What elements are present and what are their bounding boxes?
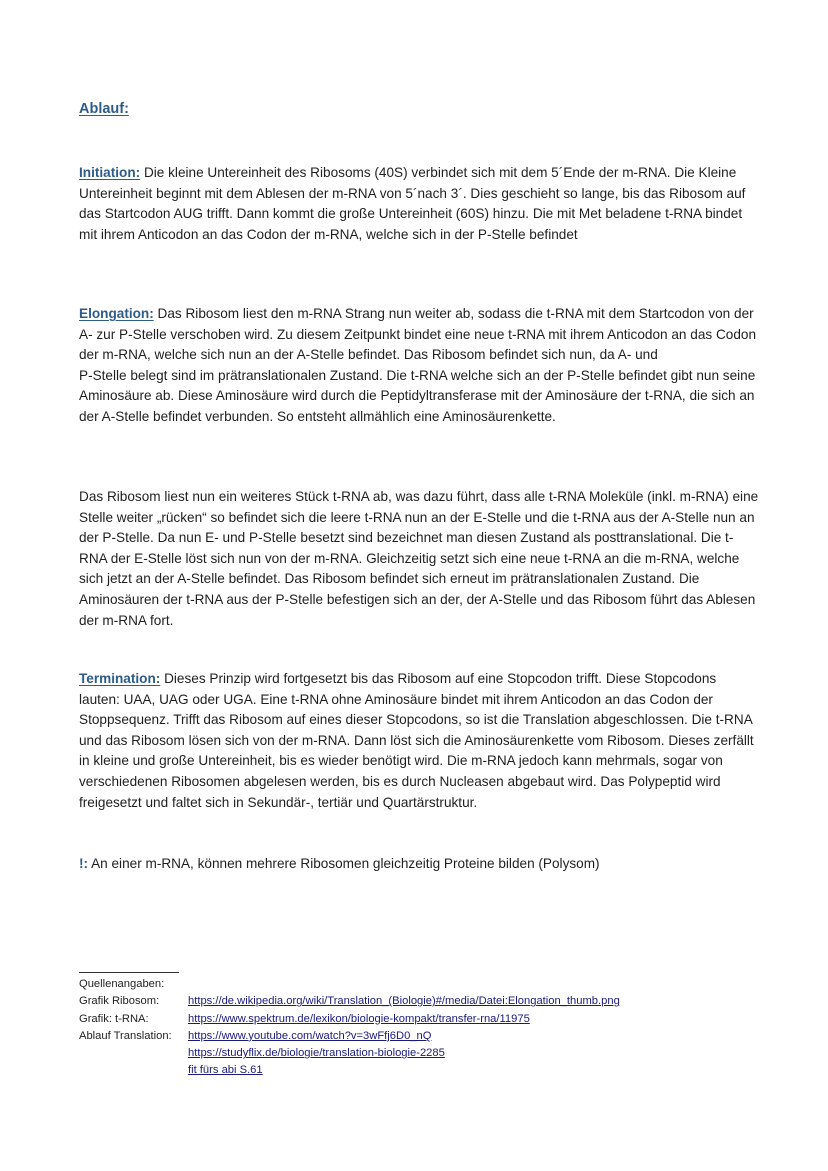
termination-label: Termination: <box>79 671 161 686</box>
source-link[interactable]: https://de.wikipedia.org/wiki/Translation_(Biologie)#/media/Datei:Elongation_thumb.png <box>188 995 620 1008</box>
continuation-paragraph: Das Ribosom liest nun ein weiteres Stück t-RNA ab, was dazu führt, dass alle t-RNA Moleküle (inkl. m-RNA) eine Stelle weiter „rücken“ so befindet sich die leere t-RNA nun an der E-Stelle und die t-RNA aus der A-Stelle nun an der P-Stelle. Da nun E- und P-Stelle besetzt sind bezeichnet man diesen Zustand als posttranslational. Die t-RNA der E-Stelle löst sich nun von der m-RNA. Gleichzeitig setzt sich eine neue t-RNA an die m-RNA, welche sich jetzt an der A-Stelle befindet. Das Ribosom befindet sich erneut im prätranslationalen Zustand. Die Aminosäuren der t-RNA aus der P-Stelle befestigen sich an der, der A-Stelle und das Ribosom führt das Ablesen der m-RNA fort. <box>79 489 759 628</box>
polysom-note <box>79 854 759 875</box>
elongation-text-2: P-Stelle belegt sind im prätranslationalen Zustand. Die t-RNA welche sich an der P-Stelle befindet gibt nun seine Aminosäure ab. Diese Aminosäure wird durch die Peptidyltransferase mit der Aminosäure der t-RNA, die sich an der A-Stelle befindet verbunden. So entsteht allmählich eine Aminosäurenkette. <box>79 367 756 424</box>
elongation-paragraph <box>79 304 759 428</box>
sources-block <box>79 976 620 1080</box>
source-label: Grafik: t-RNA: <box>79 1012 149 1025</box>
elongation-label: Elongation: <box>79 306 154 321</box>
sources-heading: Quellenangaben: <box>79 978 165 990</box>
source-label: Grafik Ribosom: <box>79 995 160 1008</box>
source-link[interactable]: https://www.youtube.com/watch?v=3wFfj6D0_nQ <box>188 1029 432 1042</box>
initiation-paragraph <box>79 163 759 245</box>
source-link[interactable]: https://www.spektrum.de/lexikon/biologie-kompakt/transfer-rna/11975 <box>188 1012 530 1025</box>
termination-paragraph <box>79 669 759 813</box>
polysom-note-text: An einer m-RNA, können mehrere Ribosomen gleichzeitig Proteine bilden (Polysom) <box>88 856 600 871</box>
source-link[interactable]: fit fürs abi S.61 <box>188 1064 263 1077</box>
source-link[interactable]: https://studyflix.de/biologie/translation-biologie-2285 <box>188 1047 445 1060</box>
source-row <box>79 1028 620 1045</box>
section-heading: Ablauf: <box>79 101 129 117</box>
source-label: Ablauf Translation: <box>79 1029 172 1042</box>
source-label <box>79 1045 188 1062</box>
source-row <box>79 1011 620 1028</box>
exclamation-mark: !: <box>79 856 89 871</box>
source-row <box>79 1062 620 1079</box>
source-row <box>79 993 620 1010</box>
footnote-divider <box>79 972 179 973</box>
source-row <box>79 1045 620 1062</box>
initiation-label: Initiation: <box>79 165 141 180</box>
termination-text: Dieses Prinzip wird fortgesetzt bis das Ribosom auf eine Stopcodon trifft. Diese Stopcodons lauten: UAA, UAG oder UGA. Eine t-RNA ohne Aminosäure bindet mit ihrem Anticodon an das Codon der Stoppsequenz. Trifft das Ribosom auf eines dieser Stopcodons, so ist die Translation abgeschlossen. Die t-RNA und das Ribosom lösen sich von der m-RNA. Dann löst sich die Aminosäurenkette vom Ribosom. Dieses zerfällt in kleine und große Untereinheit, bis es wieder benötigt wird. Die m-RNA jedoch kann mehrmals, sogar von verschiedenen Ribosomen abgelesen werden, bis es durch Nucleasen abgebaut wird. Das Polypeptid wird freigesetzt und faltet sich in Sekundär-, tertiär und Quartärstruktur. <box>79 671 754 810</box>
initiation-text: Die kleine Untereinheit des Ribosoms (40S) verbindet sich mit dem 5´Ende der m-RNA. Die Kleine Untereinheit beginnt mit dem Ablesen der m-RNA von 5´nach 3´. Dies geschieht so lange, bis das Ribosom auf das Startcodon AUG trifft. Dann kommt die große Untereinheit (60S) hinzu. Die mit Met beladene t-RNA bindet mit ihrem Anticodon an das Codon der m-RNA, welche sich in der P-Stelle befindet <box>79 165 746 242</box>
source-label <box>79 1062 188 1079</box>
elongation-text-1: Das Ribosom liest den m-RNA Strang nun weiter ab, sodass die t-RNA mit dem Startcodon von der A- zur P-Stelle verschoben wird. Zu diesem Zeitpunkt bindet eine neue t-RNA mit ihrem Anticodon an das Codon der m-RNA, welche sich nun an der A-Stelle befindet. Das Ribosom befindet sich nun, da A- und <box>79 306 757 363</box>
